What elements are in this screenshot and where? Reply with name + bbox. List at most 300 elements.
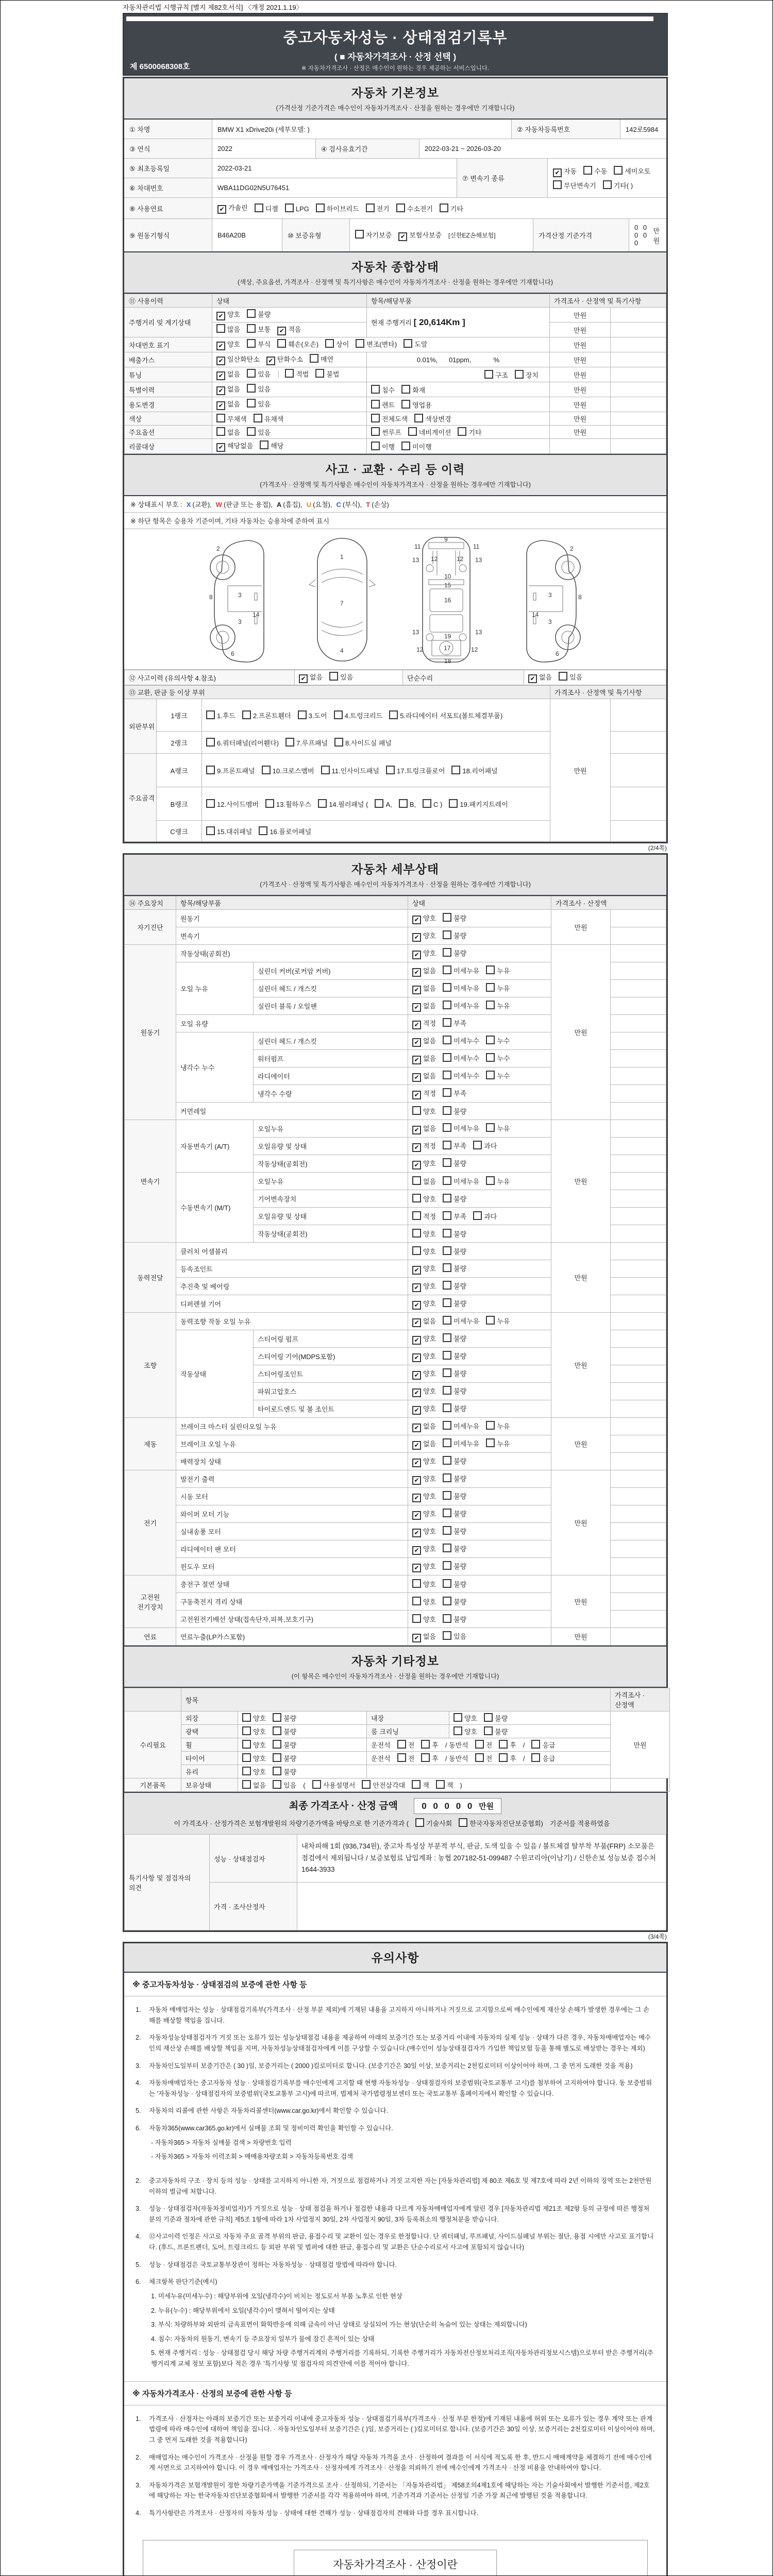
checkbox[interactable] [443,1281,451,1290]
checkbox[interactable] [412,1194,421,1202]
item-state [408,1015,551,1032]
exchange-table [124,685,666,842]
checkbox-checked[interactable]: ✔ [412,1126,421,1134]
rank1-items [202,699,550,732]
checkbox[interactable] [443,983,451,992]
checkbox[interactable] [486,1123,495,1132]
checkbox-checked[interactable]: ✔ [412,1161,421,1170]
checkbox[interactable] [486,1176,495,1185]
checkbox-checked[interactable]: ✔ [412,916,421,924]
checkbox-checked[interactable]: ✔ [412,1353,421,1362]
option-label: 양호 [227,311,241,318]
checkbox-checked[interactable]: ✔ [216,386,225,395]
checkbox[interactable] [397,1753,406,1762]
detail-row [125,1243,666,1260]
checkbox[interactable] [206,766,215,774]
checkbox-checked[interactable]: ✔ [412,1003,421,1012]
checkbox-checked[interactable]: ✔ [412,1511,421,1520]
checkbox[interactable] [242,1740,251,1749]
checkbox[interactable] [412,1176,421,1185]
option [273,1755,296,1762]
checkbox[interactable] [412,1579,421,1588]
option [399,801,416,808]
checkbox[interactable] [206,710,215,719]
checkbox[interactable] [484,370,493,379]
checkbox[interactable] [443,1526,451,1535]
checkbox[interactable] [401,442,410,450]
checkbox[interactable] [443,1403,451,1412]
checkbox[interactable] [603,180,612,189]
option-label: 미세누유 [453,1124,480,1132]
checkbox-checked[interactable]: ✔ [412,1634,421,1642]
checkbox[interactable] [443,1561,451,1570]
checkbox-checked[interactable]: ✔ [412,1459,421,1467]
checkbox[interactable] [412,1780,421,1789]
option [273,1728,296,1736]
option-label: 불량 [453,1492,467,1500]
option [262,767,314,775]
remark-cell [611,1348,666,1365]
checkbox[interactable] [273,1767,281,1775]
base-price-unit: 만원 [653,227,661,245]
checkbox[interactable] [362,1780,371,1789]
checkbox[interactable] [453,1726,462,1735]
checkbox[interactable] [412,1211,421,1220]
checkbox[interactable] [415,1818,424,1827]
checkbox-checked[interactable]: ✔ [412,1056,421,1064]
checkbox[interactable] [486,965,495,974]
checkbox[interactable] [443,1211,451,1220]
checkbox[interactable] [396,204,405,212]
checkbox-checked[interactable]: ✔ [412,1038,421,1047]
notice-number: 4. [136,2079,141,2087]
emission-row [125,352,666,367]
checkbox[interactable] [531,1753,540,1762]
etc-row [125,1752,670,1765]
checkbox[interactable] [443,1333,451,1342]
checkbox-checked[interactable]: ✔ [412,1073,421,1082]
checkbox[interactable] [242,1780,251,1789]
option-label: 세미오토 [625,167,651,175]
table-row [124,219,666,251]
checkbox[interactable] [273,1740,281,1749]
checkbox-checked[interactable]: ✔ [216,342,225,350]
option [473,1142,497,1150]
checkbox[interactable] [247,324,256,333]
option-label: 변조(변타) [366,341,397,348]
item-label: 스티어링 기어(MDPS포함) [254,1348,408,1365]
checkbox[interactable] [273,1726,281,1735]
checkbox[interactable] [273,1753,281,1762]
checkbox[interactable] [371,385,380,394]
checkbox[interactable] [440,204,448,212]
checkbox[interactable] [443,1123,451,1132]
checkbox[interactable] [397,1740,406,1749]
checkbox-checked[interactable]: ✔ [299,674,308,683]
checkbox[interactable] [356,339,364,348]
checkbox[interactable] [484,1713,493,1722]
checkbox[interactable] [273,1713,281,1722]
checkbox-checked[interactable]: ✔ [412,1283,421,1292]
checkbox[interactable] [443,1386,451,1395]
checkbox[interactable] [443,1018,451,1027]
checkbox[interactable] [242,1753,251,1762]
option-label: 응급 [542,1741,556,1749]
option-label: 전 [408,1755,415,1762]
checkbox[interactable] [421,1753,430,1762]
remark-cell [611,1330,666,1348]
checkbox[interactable] [459,1818,467,1827]
checkbox[interactable] [242,710,251,719]
checkbox[interactable] [298,710,307,719]
item-label: 원동기 [176,910,408,927]
checkbox[interactable] [318,799,327,808]
checkbox-checked[interactable]: ✔ [398,232,407,241]
checkbox[interactable] [254,414,262,422]
option [355,231,392,239]
checkbox[interactable] [443,1579,451,1588]
option-label: 불량 [453,1581,467,1588]
checkbox[interactable] [216,414,225,422]
checkbox[interactable] [443,948,451,957]
checkbox[interactable] [273,1780,281,1789]
checkbox[interactable] [443,1229,451,1238]
checkbox[interactable] [443,1246,451,1255]
checkbox[interactable] [371,442,380,450]
checkbox-checked[interactable]: ✔ [412,1143,421,1152]
etc-row [125,1765,670,1778]
panel-number: 3 [238,618,242,625]
checkbox[interactable] [371,400,380,409]
checkbox[interactable] [443,1001,451,1009]
remark-cell [611,980,666,997]
remark-cell [611,997,666,1015]
checkbox[interactable] [443,1614,451,1623]
checkbox[interactable] [371,427,380,436]
option [412,967,436,975]
option [443,1213,466,1221]
checkbox[interactable] [453,1713,462,1722]
checkbox[interactable] [247,339,256,348]
checkbox-checked[interactable]: ✔ [412,1021,421,1029]
option [443,1178,479,1185]
checkbox[interactable] [443,1053,451,1062]
checkbox[interactable] [443,1194,451,1202]
panel-number: 16 [444,597,451,604]
checkbox[interactable] [614,166,623,175]
checkbox[interactable] [443,930,451,939]
option [216,400,240,408]
checkbox[interactable] [443,1544,451,1552]
checkbox[interactable] [315,369,324,378]
etc-row [125,1778,670,1792]
inspector-remarks: 내차피해 1회 (936,734원), 중고차 특성상 부분적 부식, 판금, 도색 있을 수 있음 / 볼트체결 탈부착 부품(FRP) 소모품은 점검에서 제외됩니다 / 보증보험료 납입계좌 : 농협 207182-51-099487 수원코리아(이남기) / 신한손보 성능보증 접수처 1644-3933 [297,1835,666,1883]
checkbox[interactable] [242,1767,251,1775]
checkbox[interactable] [443,1088,451,1097]
checkbox[interactable] [486,1053,495,1062]
checkbox[interactable] [216,324,225,333]
remark-cell [611,1260,666,1278]
checkbox-checked[interactable]: ✔ [412,1388,421,1397]
checkbox[interactable] [423,799,431,808]
option-text: / 동반석 [445,1741,468,1749]
checkbox-checked[interactable]: ✔ [216,401,225,410]
item-state [408,1138,551,1155]
checkbox[interactable] [334,738,343,747]
checkbox[interactable] [443,965,451,974]
checkbox[interactable] [386,766,395,774]
option-label: 부족 [453,1019,467,1027]
checkbox[interactable] [247,399,256,408]
checkbox[interactable] [486,1438,495,1447]
option [242,1755,266,1762]
option [443,1563,466,1570]
checkbox[interactable] [242,1726,251,1735]
checkbox-checked[interactable]: ✔ [412,1371,421,1380]
checkbox-checked[interactable]: ✔ [216,443,225,452]
checkbox[interactable] [401,400,410,409]
checkbox[interactable] [262,766,271,774]
checkbox[interactable] [531,1740,540,1749]
checkbox[interactable] [310,354,318,363]
checkbox[interactable] [329,672,338,681]
checkbox[interactable] [486,1036,495,1044]
checkbox[interactable] [285,738,294,747]
checkbox[interactable] [486,983,495,992]
checkbox[interactable] [443,1368,451,1377]
checkbox-checked[interactable]: ✔ [412,1494,421,1502]
option-label: 불량 [283,1755,297,1762]
checkbox[interactable] [515,370,524,379]
option-text: ) [460,1782,462,1789]
checkbox-checked[interactable]: ✔ [412,933,421,942]
checkbox[interactable] [443,1158,451,1167]
option-label: 불량 [453,1334,467,1343]
option-label: 안전삼각대 [373,1782,406,1789]
checkbox[interactable] [436,1780,445,1789]
checkbox[interactable] [443,1421,451,1430]
checkbox-checked[interactable]: ✔ [412,1301,421,1310]
panel-number: 15 [444,582,451,589]
item-label: 실린더 헤드 / 개스킷 [254,980,408,997]
checkbox[interactable] [443,1509,451,1517]
glass-label: 유리 [181,1765,238,1778]
checkbox[interactable] [242,1713,251,1722]
checkbox-checked[interactable]: ✔ [412,1091,421,1099]
checkbox[interactable] [486,1071,495,1079]
option [443,967,479,975]
checkbox[interactable] [443,1631,451,1640]
option-label: 보험사보증 [409,231,442,239]
checkbox-checked[interactable]: ✔ [412,1546,421,1555]
checkbox-checked[interactable]: ✔ [412,1406,421,1415]
checkbox[interactable] [404,339,412,348]
options-label: 주요옵션 [125,426,212,439]
checkbox[interactable] [443,1438,451,1447]
option [266,355,303,363]
option [443,1072,479,1080]
remark-cell [611,426,666,439]
checkbox[interactable] [277,339,286,348]
checkbox[interactable] [412,1106,421,1115]
option-label: 전 [408,1741,415,1749]
checkbox[interactable] [443,1456,451,1465]
checkbox[interactable] [443,1106,451,1115]
option-label: 15.대쉬패널 [217,827,253,836]
option-label: 7.루프패널 [296,739,328,747]
checkbox[interactable] [443,1263,451,1272]
option [265,801,311,808]
checkbox[interactable] [206,738,215,747]
checkbox[interactable] [583,166,592,175]
panel-number: 2 [216,545,220,552]
tuning-item [367,367,550,382]
checkbox-checked[interactable]: ✔ [216,371,225,380]
checkbox-checked[interactable]: ✔ [412,1318,421,1327]
checkbox-checked[interactable]: ✔ [412,1441,421,1450]
checkbox[interactable] [259,826,267,835]
checkbox[interactable] [449,799,458,808]
checkbox[interactable] [443,1351,451,1360]
checkbox-checked[interactable]: ✔ [216,312,225,320]
item-label: 연료누출(LP가스포함) [176,1628,408,1646]
checkbox[interactable] [475,1740,484,1749]
option [486,1422,510,1430]
checkbox[interactable] [265,799,274,808]
checkbox[interactable] [401,385,410,394]
checkbox[interactable] [443,1473,451,1482]
option [412,985,436,992]
checkbox[interactable] [255,204,263,212]
checkbox-checked[interactable]: ✔ [277,327,286,335]
checkbox[interactable] [443,1298,451,1307]
detail-row [125,1575,666,1593]
checkbox[interactable] [553,180,562,189]
option [603,182,633,190]
checkbox[interactable] [325,339,334,348]
option [443,1125,479,1132]
option [285,739,328,747]
checkbox-checked[interactable]: ✔ [412,1476,421,1485]
checkbox[interactable] [443,1597,451,1605]
checkbox[interactable] [414,414,423,422]
checkbox-checked[interactable]: ✔ [412,1423,421,1432]
checkbox[interactable] [206,826,215,835]
checkbox[interactable] [473,1141,482,1149]
checkbox-checked[interactable]: ✔ [412,968,421,977]
option [412,1510,436,1518]
legend-code: U [306,501,312,509]
checkbox[interactable] [499,1740,508,1749]
checkbox[interactable] [443,1491,451,1500]
checkbox[interactable] [247,427,256,436]
checkbox-checked[interactable]: ✔ [412,1529,421,1537]
notice-text: ⑫사고이력 인정은 사고로 자동차 주요 골격 부위의 판금, 용접수리 및 교환이 있는 경우로 한정합니다. 단 쿼터패널, 루프패널, 사이드실패널 부위는 절단, 용접 시에만 사고로 표기합니다. (후드, 프론트펜더, 도어, 트렁크리드 등 외판 부위 및 범퍼에 대한 판금, 용접수리 및 교환은 단순수리로서 사고에 포함되지 않습니다) [149,2233,654,2251]
checkbox[interactable] [443,1141,451,1149]
legend-prefix: ※ 상태표시 부호 : [130,501,182,509]
checkbox[interactable] [486,1001,495,1009]
checkbox[interactable] [443,913,451,922]
checkbox[interactable] [216,427,225,436]
option-label: 불량 [453,1108,467,1115]
checkbox[interactable] [247,369,256,378]
checkbox[interactable] [443,1176,451,1185]
checkbox-checked[interactable]: ✔ [528,674,537,683]
option-label: 누유 [497,984,510,992]
checkbox[interactable] [408,427,417,436]
checkbox-checked[interactable]: ✔ [266,357,275,365]
checkbox[interactable] [375,799,383,808]
checkbox-checked[interactable]: ✔ [412,951,421,959]
checkbox[interactable] [389,710,398,719]
remark-cell [611,367,666,382]
checkbox[interactable] [260,440,268,449]
checkbox[interactable] [399,799,408,808]
checkbox[interactable] [285,369,294,378]
checkbox[interactable] [443,1036,451,1044]
checkbox[interactable] [451,766,460,774]
checkbox[interactable] [499,1753,508,1762]
checkbox[interactable] [486,1421,495,1430]
checkbox[interactable] [412,1614,421,1623]
checkbox[interactable] [475,1753,484,1762]
checkbox[interactable] [316,204,325,212]
checkbox[interactable] [247,309,256,318]
notice-text: 자동차인도일부터 보증기간은 ( 30 )일, 보증거리는 ( 2000 )킬로미터로 합니다. (보증기간은 30일 이상, 보증거리는 2천킬로미터 이상이어야 하며, 그 중 먼저 도래한 것을 적용) [149,2062,633,2070]
remark-cell [611,1050,666,1067]
checkbox[interactable] [312,1780,321,1789]
checkbox[interactable] [559,672,567,681]
checkbox[interactable] [366,204,375,212]
panel-number: 13 [475,629,482,636]
checkbox[interactable] [321,766,330,774]
checkbox[interactable] [458,427,466,436]
checkbox[interactable] [412,1597,421,1605]
checkbox[interactable] [484,1726,493,1735]
checkbox-checked[interactable]: ✔ [412,1564,421,1572]
option-label: 적법 [296,370,309,378]
option [412,1072,436,1080]
checkbox[interactable] [206,799,215,808]
checkbox-checked[interactable]: ✔ [412,1336,421,1345]
checkbox[interactable] [412,1229,421,1238]
checkbox[interactable] [473,1211,482,1220]
checkbox[interactable] [247,384,256,393]
checkbox-checked[interactable]: ✔ [553,168,562,177]
price-cell [611,1778,670,1792]
option [484,1715,508,1722]
interior-label: 내장 [367,1711,449,1725]
panel-number: 9 [444,536,448,543]
checkbox-checked[interactable]: ✔ [412,986,421,994]
checkbox[interactable] [371,414,380,422]
price-cell: 만원 [551,1120,611,1243]
item-label: 동력조향 작동 오일 누유 [176,1313,408,1330]
option-label: 해당 [271,442,284,450]
notice-item [136,2204,655,2225]
checkbox[interactable] [285,204,294,212]
checkbox[interactable] [355,230,364,239]
checkbox[interactable] [443,1071,451,1079]
checkbox[interactable] [412,1246,421,1255]
checkbox[interactable] [334,710,343,719]
checkbox[interactable] [421,1740,430,1749]
checkbox-checked[interactable]: ✔ [217,205,226,214]
checkbox[interactable] [486,1316,495,1325]
checkbox[interactable] [443,1316,451,1325]
checkbox-checked[interactable]: ✔ [412,1266,421,1275]
checkbox-checked[interactable]: ✔ [216,357,225,365]
